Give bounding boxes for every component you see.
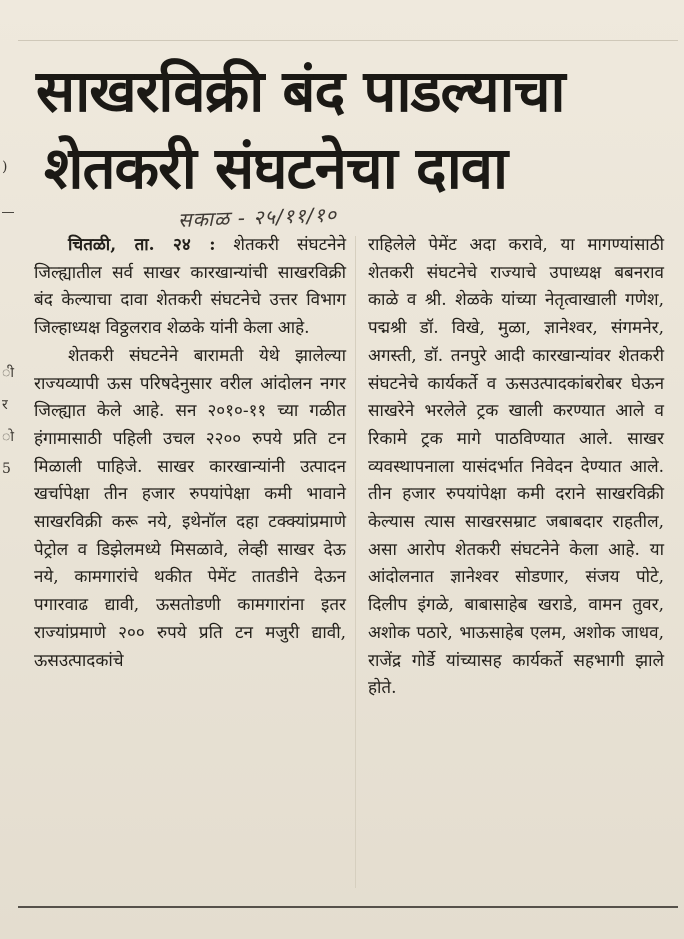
headline-line-2: शेतकरी संघटनेचा दावा [44,134,508,202]
edge-fragment: ो [2,429,14,445]
paragraph-text: शेतकरी संघटनेने जिल्ह्यातील सर्व साखर कारखान्यांची साखरविक्री बंद केल्याचा दावा शेतकरी संघटनेचे उत्तर विभाग जिल्हाध्यक्ष विठ्ठलराव शेळके यांनी केला आहे. [34,235,347,339]
edge-fragment: ी [2,365,14,381]
headline [36,52,672,206]
article-column-right [368,232,664,703]
article-paragraph: शेतकरी संघटनेने बारामती येथे झालेल्या राज्यव्यापी ऊस परिषदेनुसार वरील आंदोलन नगर जिल्ह्यात केले आहे. सन २०१०-११ च्या गळीत हंगामासाठी पहिली उचल २२०० रुपये प्रति टन मिळाली पाहिजे. साखर कारखान्यांनी उत्पादन खर्चापेक्षा तीन हजार रुपयांपेक्षा कमी भावाने साखरविक्री करू नये, इथेनॉल दहा टक्क्यांप्रमाणे पेट्रोल व डिझेलमध्ये मिसळावे, लेव्ही साखर देऊ नये, कामगारांचे थकीत पेमेंट तातडीने देऊन पगारवाढ द्यावी, ऊसतोडणी कामगारांना इतर राज्यांप्रमाणे २०० रुपये प्रति टन मजुरी द्यावी, ऊसउत्पादकांचे [34,345,346,671]
article-column-left [34,232,346,675]
edge-fragment: ) [2,159,8,175]
article-paragraph [34,232,346,343]
handwritten-date-note: सकाळ - २५/११/१० [177,202,338,232]
dateline: चितळी, ता. २४ : [68,235,216,255]
edge-fragment: 5 [2,461,11,477]
neighbor-column-edge [2,0,18,939]
article-paragraph: राहिलेले पेमेंट अदा करावे, या मागण्यांसाठी शेतकरी संघटनेचे राज्याचे उपाध्यक्ष बबनराव काळे व श्री. शेळके यांच्या नेतृत्वाखाली गणेश, पद्मश्री डॉ. विखे, मुळा, ज्ञानेश्वर, संगमनेर, अगस्ती, डॉ. तनपुरे आदी कारखान्यांवर शेतकरी संघटनेचे कार्यकर्ते व ऊसउत्पादकांबरोबर घेऊन साखरेने भरलेले ट्रक खाली करण्यात आले व रिकामे ट्रक मागे पाठविण्यात आले. साखर व्यवस्थापनाला यासंदर्भात निवेदन देण्यात आले. तीन हजार रुपयांपेक्षा कमी दराने साखरविक्री केल्यास त्यास साखरसम्राट जबाबदार राहतील, असा आरोप शेतकरी संघटनेने केला आहे. या आंदोलनात ज्ञानेश्वर सोडणार, संजय पोटे, दिलीप इंगळे, बाबासाहेब खराडे, वामन तुवर, अशोक पठारे, भाऊसाहेब एलम, अशोक जाधव, राजेंद्र गोर्डे यांच्यासह कार्यकर्ते सहभागी झाले होते. [368,235,664,699]
top-rule [18,40,678,41]
headline-line-1: साखरविक्री बंद पाडल्याचा [36,57,565,125]
column-divider [355,236,356,888]
bottom-rule [18,906,678,908]
edge-rule [2,212,14,213]
edge-fragment: र [2,397,8,413]
